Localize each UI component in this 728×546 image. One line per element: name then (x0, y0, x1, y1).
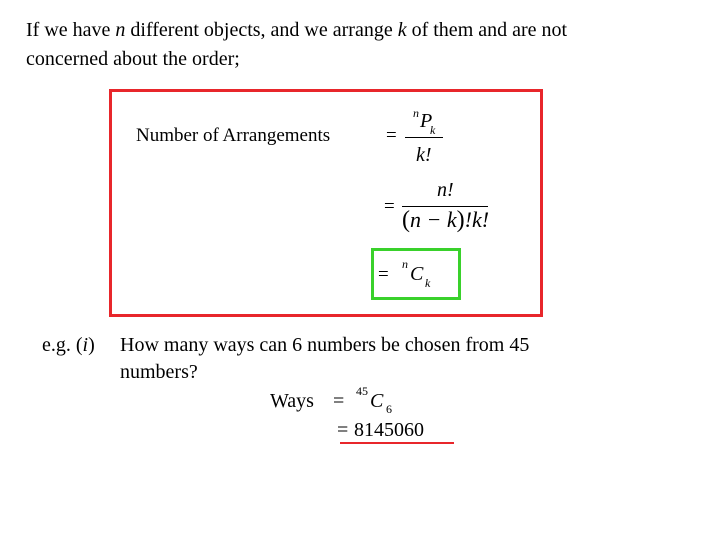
denom-rparen: ) (456, 207, 465, 233)
equals-sign-3: = (378, 264, 389, 285)
denominator-1: k! (416, 144, 432, 166)
numerator-2: n! (437, 179, 454, 201)
intro-text-a: If we have (26, 19, 116, 41)
fraction-bar-1 (405, 137, 443, 138)
formula-box (109, 89, 543, 317)
question-line-1: How many ways can 6 numbers be chosen from 45 (120, 334, 530, 356)
answer-equals: = (337, 419, 349, 441)
comb-letter-c: C (410, 263, 424, 285)
denominator-2 (402, 208, 489, 232)
intro-var-n: n (115, 19, 126, 41)
denom-lparen: ( (402, 207, 410, 233)
equals-sign-2: = (384, 196, 395, 217)
arrangements-label: Number of Arrangements (136, 125, 331, 146)
example-comb-sub: 6 (386, 402, 392, 416)
comb-prefix-n: n (402, 257, 408, 271)
example-tag-close: ) (88, 334, 95, 356)
answer-underline (340, 442, 454, 444)
example-comb-prefix: 45 (356, 384, 368, 398)
question-line-2: numbers? (120, 361, 198, 383)
answer-value: 8145060 (354, 419, 424, 441)
intro-text-b: different objects, and we arrange (125, 19, 398, 41)
example-comb-letter: C (370, 390, 384, 412)
perm-prefix-n: n (413, 106, 419, 120)
example-tag-open: e.g. ( (42, 334, 83, 356)
equals-sign-1: = (386, 125, 397, 146)
perm-letter-p: P (420, 110, 433, 132)
comb-sub-k: k (425, 276, 431, 290)
intro-var-k: k (397, 19, 407, 41)
example-tag (42, 335, 95, 355)
denom-inner: n − k (410, 207, 457, 232)
perm-sub-k: k (430, 123, 436, 137)
ways-label: Ways (270, 390, 314, 412)
ways-equals: = (333, 390, 345, 412)
intro-line-2: concerned about the order; (26, 48, 240, 70)
denom-tail: !k! (464, 207, 490, 232)
example-tag-i: i (82, 334, 89, 356)
intro-line-1 (26, 20, 567, 40)
intro-text-c: of them and are not (406, 19, 568, 41)
